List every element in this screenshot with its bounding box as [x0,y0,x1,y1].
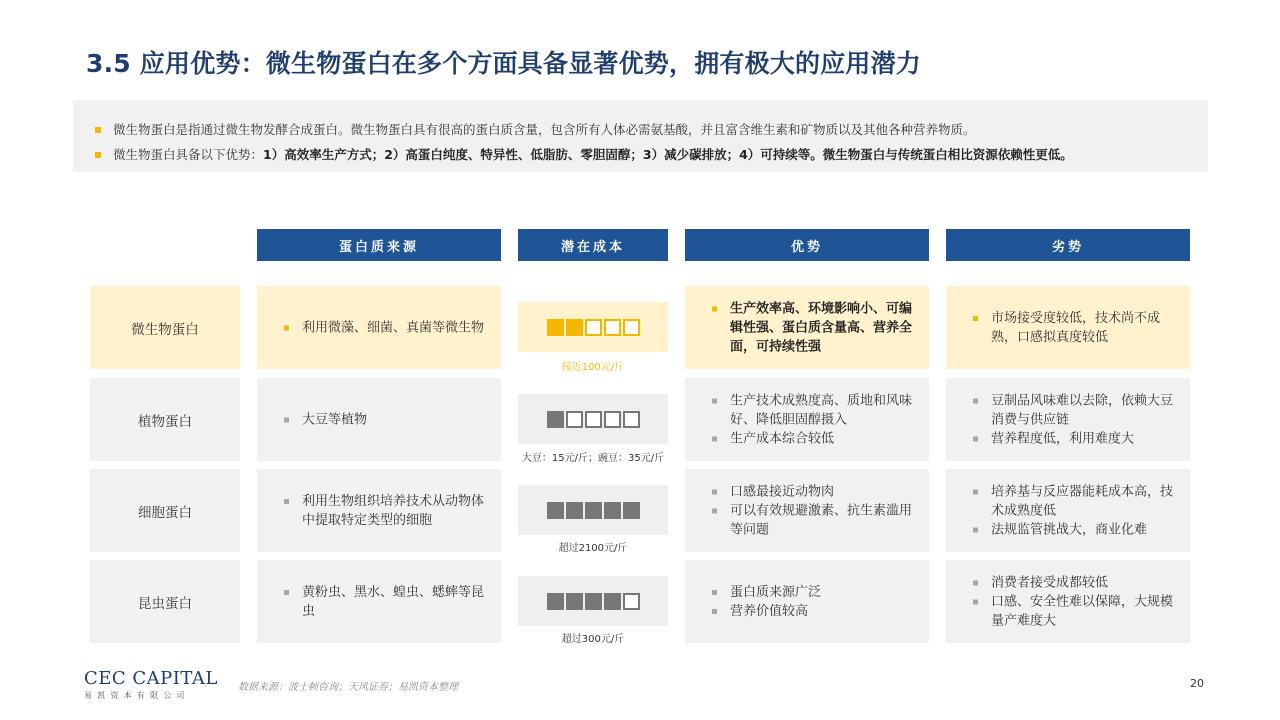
disadvantages-cell-list [972,482,1174,539]
cost-label: 大豆：15元/斤；豌豆：35元/斤 [521,453,665,464]
cost-square-icon [566,411,583,428]
advantages-cell-list [711,391,913,448]
cost-square-icon [604,593,621,610]
header-advantages: 优势 [685,229,929,261]
cost-square-icon [547,319,564,336]
list-item: 口感、安全性难以保障，大规模量产难度大 [972,592,1174,630]
advantages-cell [685,286,929,369]
cost-boxes [547,411,640,428]
source-cell-list [283,318,485,337]
cost-boxes [547,319,640,336]
cost-square-icon [547,593,564,610]
data-source-note: 数据来源：波士顿咨询；天风证券；易凯资本整理 [238,682,458,693]
list-item: 生产效率高、环境影响小、可编辑性强、蛋白质含量高、营养全面，可持续性强 [711,299,913,356]
row-label: 昆虫蛋白 [90,560,240,643]
list-item: 消费者接受成都较低 [972,573,1174,592]
row-label: 微生物蛋白 [90,286,240,369]
summary-text-2-prefix: 微生物蛋白具备以下优势： [113,147,264,162]
summary-text-1: 微生物蛋白是指通过微生物发酵合成蛋白。微生物蛋白具有很高的蛋白质含量，包含所有人体必需氨基酸，并且富含维生素和矿物质以及其他各种营养物质。 [113,122,976,137]
cost-square-icon [585,411,602,428]
disadvantages-cell-list [972,573,1174,630]
list-item: 豆制品风味难以去除，依赖大豆消费与供应链 [972,391,1174,429]
source-cell [257,378,501,461]
source-cell [257,560,501,643]
cost-square-icon [585,319,602,336]
header-source: 蛋白质来源 [257,229,501,261]
list-item: 可以有效规避激素、抗生素滥用等问题 [711,501,913,539]
disadvantages-cell [946,286,1190,369]
company-logo [84,668,218,701]
summary-text-2-bold: 1）高效率生产方式；2）高蛋白纯度、特异性、低脂肪、零胆固醇；3）减少碳排放；4）可持续等。微生物蛋白与传统蛋白相比资源依赖性更低。 [263,147,1073,162]
advantages-cell-list [711,299,913,356]
cost-label: 接近100元/斤 [561,362,625,373]
cost-square-icon [547,502,564,519]
bullet-icon [95,127,101,133]
source-cell-list [283,583,485,621]
summary-line-2 [95,145,1073,163]
advantages-cell [685,469,929,552]
cost-square-icon [604,411,621,428]
cost-rating [518,576,668,626]
list-item: 口感最接近动物肉 [711,482,913,501]
row-label: 细胞蛋白 [90,469,240,552]
cost-square-icon [623,411,640,428]
list-item: 大豆等植物 [283,410,485,429]
page-title: 3.5 应用优势：微生物蛋白在多个方面具备显著优势，拥有极大的应用潜力 [86,49,921,78]
cost-square-icon [566,502,583,519]
cost-square-icon [585,502,602,519]
cost-square-icon [623,593,640,610]
cost-label: 超过300元/斤 [561,634,625,645]
advantages-cell-list [711,583,913,621]
source-cell [257,469,501,552]
cost-rating [518,394,668,444]
logo-main-text: CEC CAPITAL [84,668,218,689]
list-item: 培养基与反应器能耗成本高，技术成熟度低 [972,482,1174,520]
source-cell-list [283,492,485,530]
source-cell [257,286,501,369]
cost-square-icon [566,319,583,336]
advantages-cell [685,560,929,643]
list-item: 利用生物组织培养技术从动物体中提取特定类型的细胞 [283,492,485,530]
summary-line-1 [95,120,976,138]
cost-square-icon [585,593,602,610]
source-cell-list [283,410,485,429]
cost-label: 超过2100元/斤 [558,543,628,554]
list-item: 蛋白质来源广泛 [711,583,913,602]
bullet-icon [95,152,101,158]
advantages-cell-list [711,482,913,539]
cost-boxes [547,502,640,519]
page-number: 20 [1190,677,1204,690]
cost-square-icon [604,319,621,336]
list-item: 利用微藻、细菌、真菌等微生物 [283,318,485,337]
cost-rating [518,302,668,352]
disadvantages-cell [946,469,1190,552]
cost-square-icon [566,593,583,610]
logo-sub-text: 易凯资本有限公司 [84,691,190,700]
list-item: 营养程度低，利用难度大 [972,429,1174,448]
advantages-cell [685,378,929,461]
list-item: 营养价值较高 [711,602,913,621]
cost-rating [518,485,668,535]
row-label: 植物蛋白 [90,378,240,461]
cost-square-icon [623,319,640,336]
cost-boxes [547,593,640,610]
disadvantages-cell-list [972,391,1174,448]
cost-square-icon [623,502,640,519]
cost-square-icon [604,502,621,519]
list-item: 法规监管挑战大，商业化难 [972,520,1174,539]
list-item: 黄粉虫、黑水、蝗虫、蟋蟀等昆虫 [283,583,485,621]
disadvantages-cell [946,560,1190,643]
header-disadvantages: 劣势 [946,229,1190,261]
summary-box [73,100,1208,172]
list-item: 生产成本综合较低 [711,429,913,448]
disadvantages-cell [946,378,1190,461]
list-item: 市场接受度较低，技术尚不成熟，口感拟真度较低 [972,309,1174,347]
header-cost: 潜在成本 [518,229,668,261]
disadvantages-cell-list [972,309,1174,347]
list-item: 生产技术成熟度高、质地和风味好、降低胆固醇摄入 [711,391,913,429]
cost-square-icon [547,411,564,428]
